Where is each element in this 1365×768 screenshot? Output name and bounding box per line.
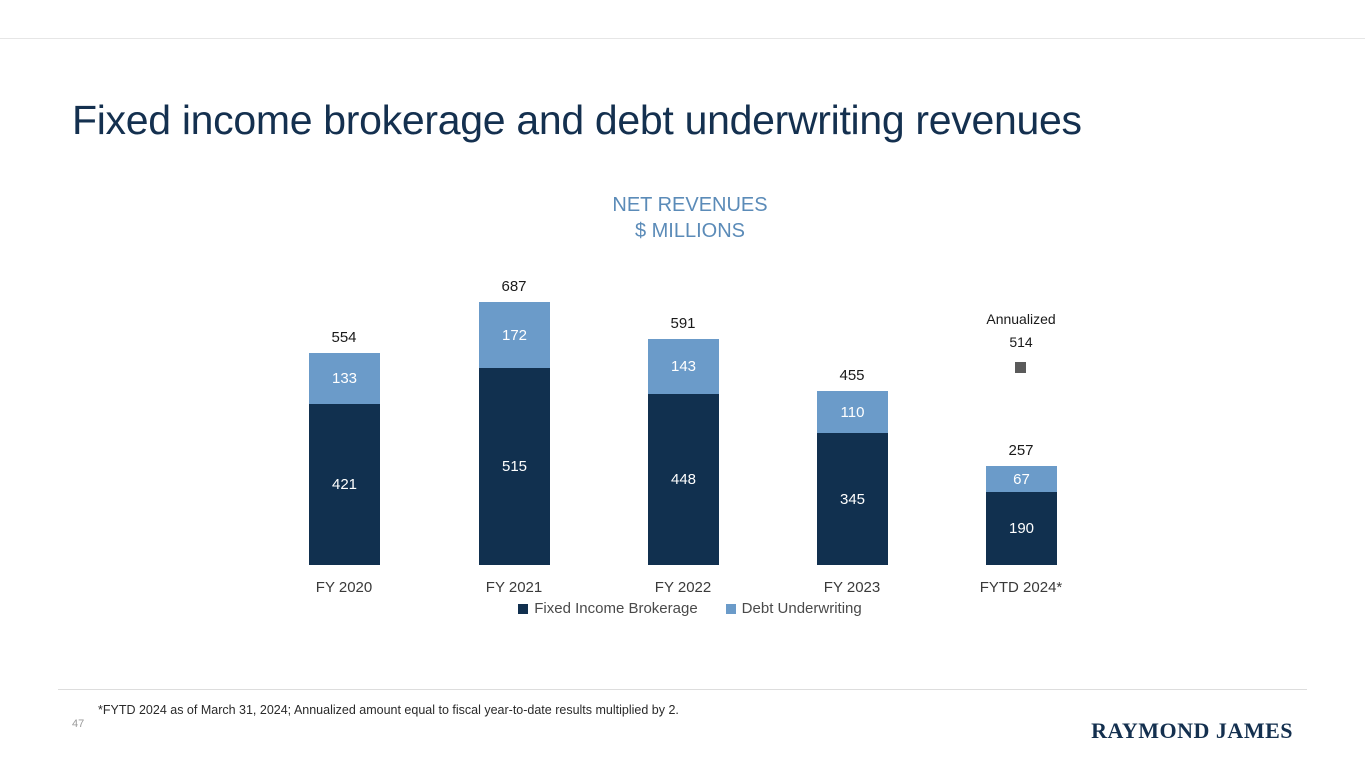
bar-column-fy2023 <box>782 367 922 596</box>
bar-column-fytd2024 <box>951 311 1091 596</box>
bar-total-label: 687 <box>501 278 527 295</box>
bar-total-label: 554 <box>331 329 357 346</box>
segment-fixed-income-brokerage[interactable]: 448 <box>648 394 719 565</box>
category-label: FY 2020 <box>315 579 373 596</box>
annualized-label: Annualized <box>986 311 1056 327</box>
bar-column-fy2020 <box>274 329 414 596</box>
chart-subtitle: $ MILLIONS <box>634 220 746 242</box>
bar-stack[interactable] <box>479 302 550 565</box>
bar-column-fy2021 <box>444 278 584 596</box>
brand-logo: RAYMOND JAMES <box>1091 718 1293 743</box>
annualized-marker-icon <box>1015 362 1026 373</box>
segment-debt-underwriting[interactable]: 172 <box>479 302 550 368</box>
category-label: FY 2023 <box>823 579 881 596</box>
segment-debt-underwriting[interactable]: 133 <box>309 353 380 404</box>
segment-debt-underwriting[interactable]: 110 <box>817 391 888 433</box>
footer-divider <box>58 689 1307 690</box>
bar-total-label: 591 <box>670 315 696 332</box>
chart-title-block <box>210 192 1170 244</box>
segment-debt-underwriting[interactable]: 67 <box>986 466 1057 492</box>
page-number: 47 <box>72 718 85 730</box>
chart-legend <box>210 600 1170 617</box>
chart <box>210 185 1170 635</box>
segment-fixed-income-brokerage[interactable]: 190 <box>986 492 1057 565</box>
category-label: FY 2022 <box>654 579 712 596</box>
chart-title: NET REVENUES <box>612 194 768 216</box>
legend-swatch-icon <box>726 604 736 614</box>
category-label: FYTD 2024* <box>979 579 1063 596</box>
page-title: Fixed income brokerage and debt underwriting revenues <box>72 97 1082 144</box>
legend-swatch-icon <box>518 604 528 614</box>
bar-total-label: 455 <box>839 367 865 384</box>
bar-stack[interactable] <box>817 391 888 565</box>
legend-label: Debt Underwriting <box>741 600 862 617</box>
footnote: *FYTD 2024 as of March 31, 2024; Annualized amount equal to fiscal year-to-date results multiplied by 2. <box>98 703 679 717</box>
legend-item-debt-underwriting[interactable] <box>726 600 862 617</box>
bar-stack[interactable] <box>309 353 380 565</box>
segment-fixed-income-brokerage[interactable]: 515 <box>479 368 550 565</box>
bar-total-label: 257 <box>1008 442 1034 459</box>
bar-stack[interactable] <box>986 466 1057 565</box>
category-label: FY 2021 <box>485 579 543 596</box>
segment-debt-underwriting[interactable]: 143 <box>648 339 719 394</box>
legend-item-fixed-income-brokerage[interactable] <box>518 600 697 617</box>
segment-fixed-income-brokerage[interactable]: 421 <box>309 404 380 565</box>
bar-column-fy2022 <box>613 315 753 596</box>
annualized-value: 514 <box>1009 334 1033 350</box>
segment-fixed-income-brokerage[interactable]: 345 <box>817 433 888 565</box>
header-divider <box>0 38 1365 39</box>
legend-label: Fixed Income Brokerage <box>534 600 698 617</box>
bar-stack[interactable] <box>648 339 719 565</box>
plot-area <box>210 278 1170 596</box>
